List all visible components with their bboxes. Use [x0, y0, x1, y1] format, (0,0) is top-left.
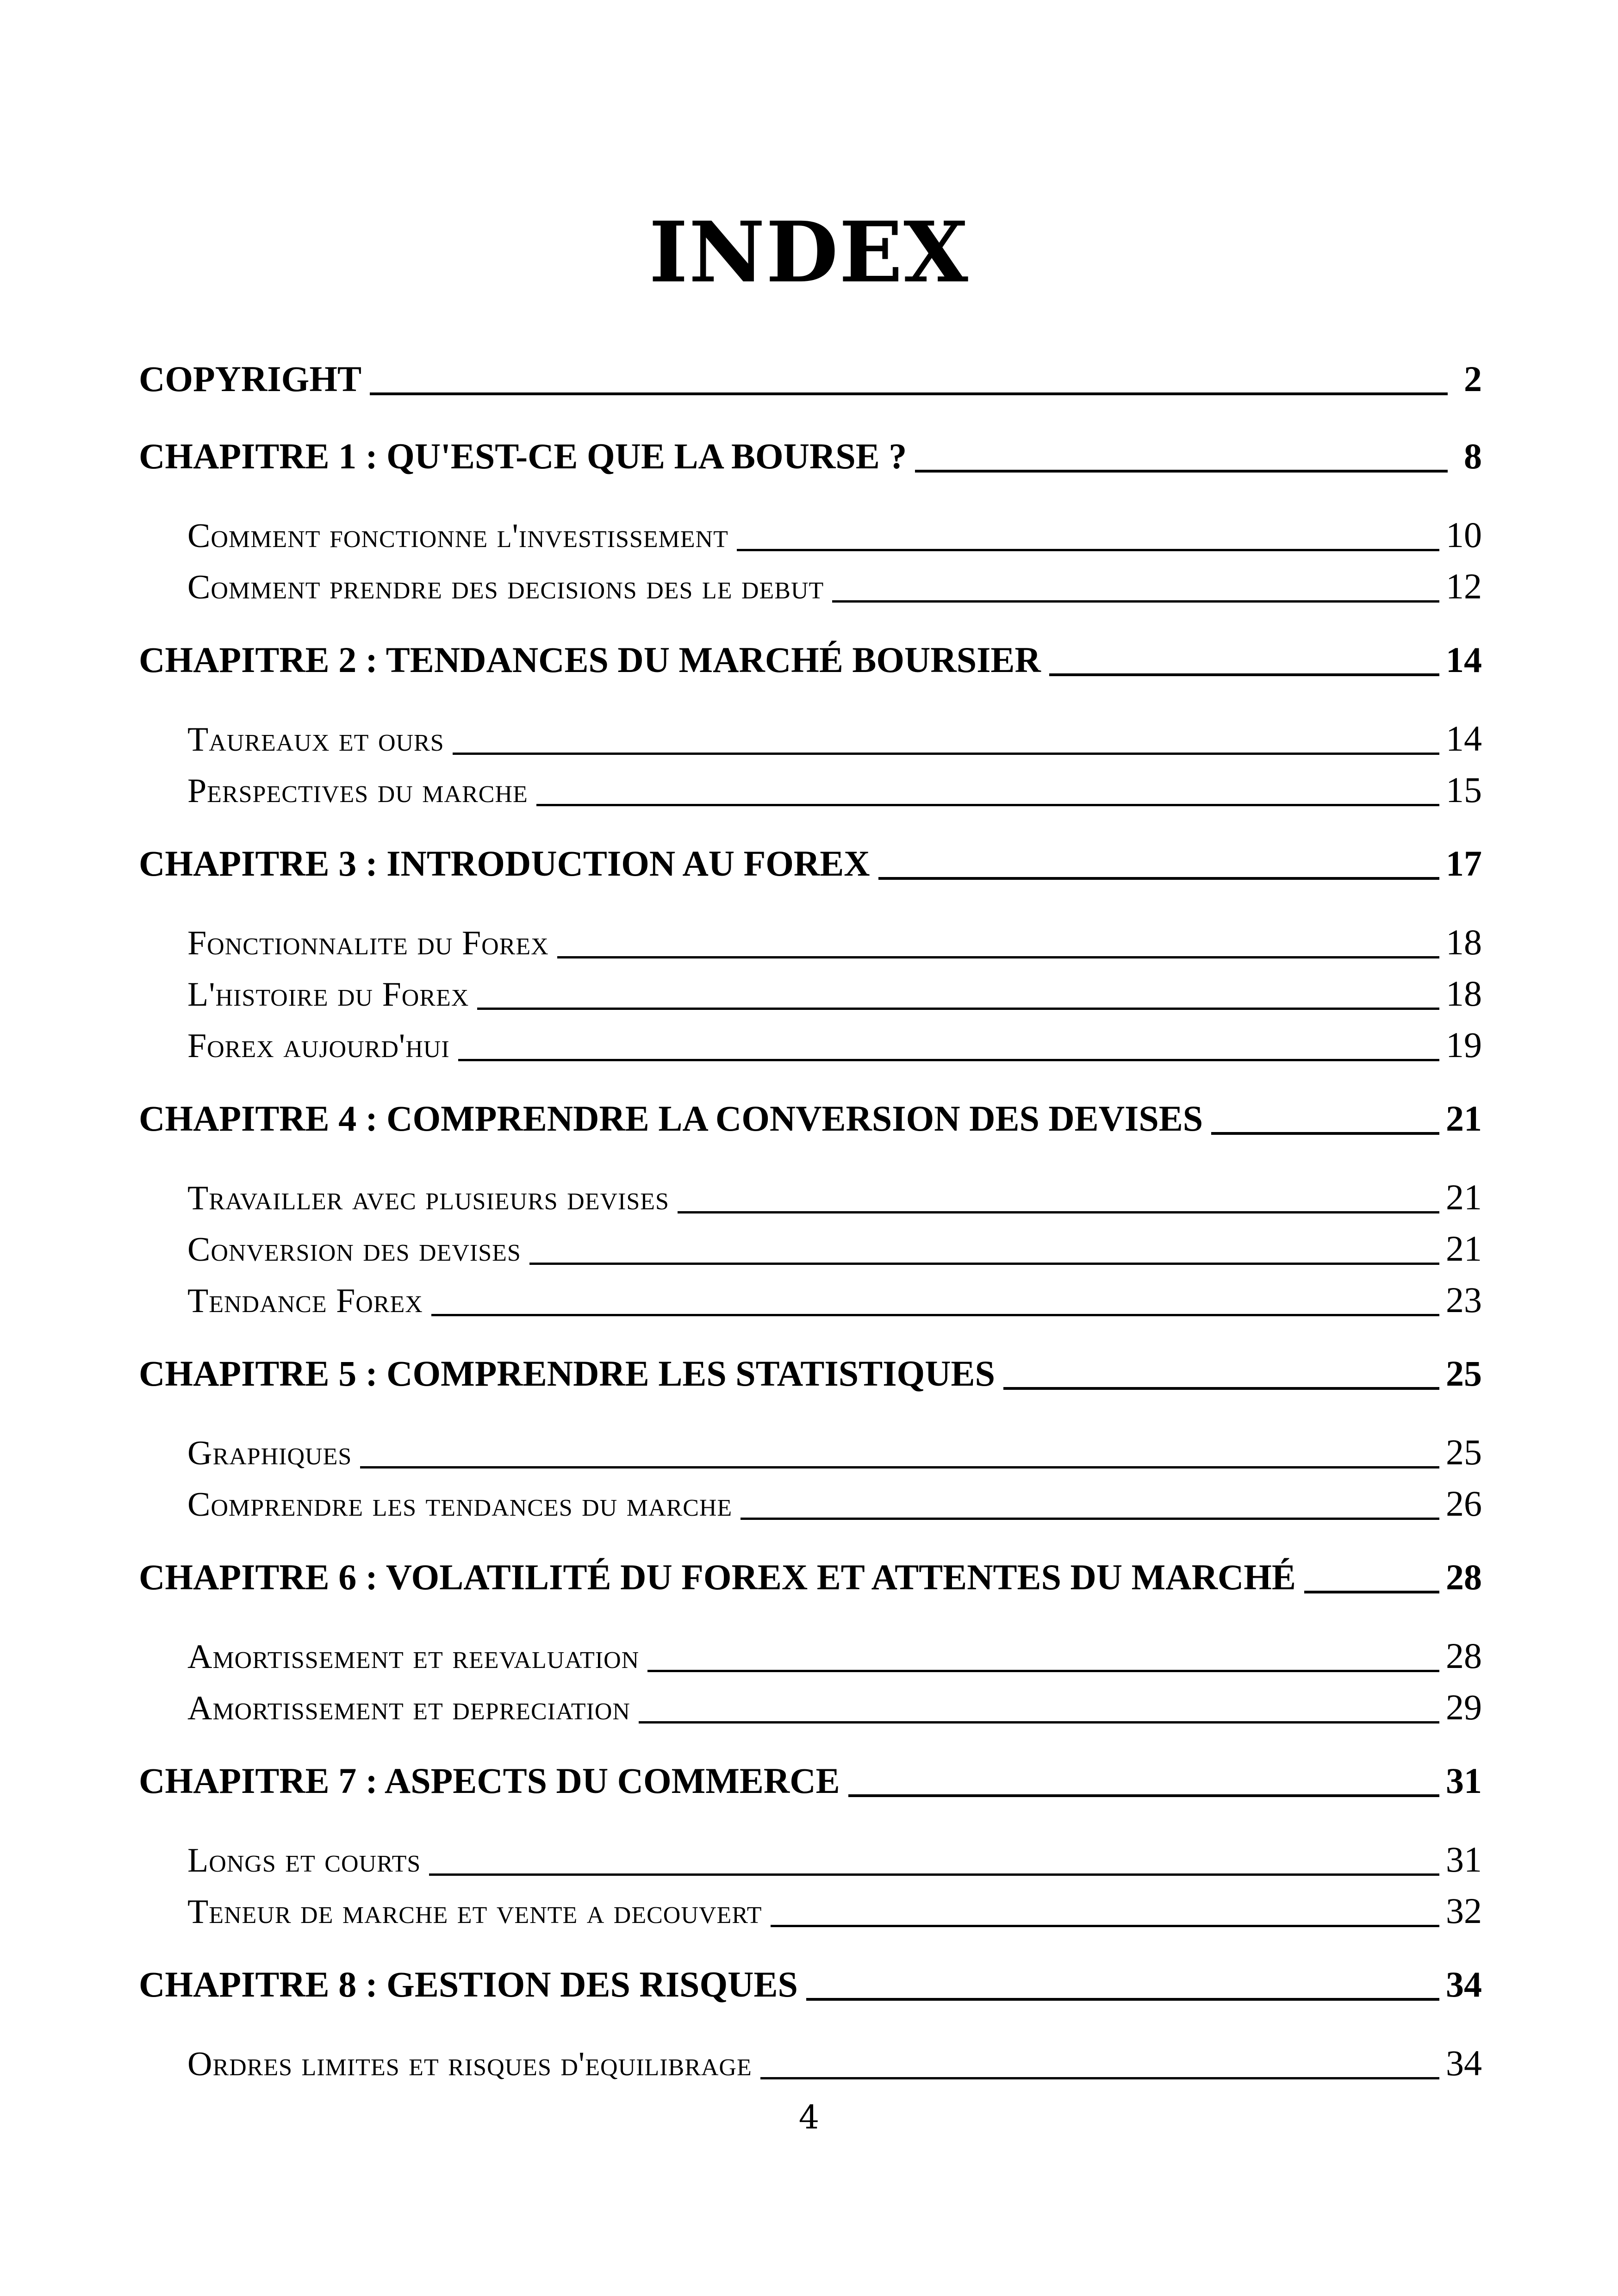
toc-entry-page: 2	[1464, 359, 1482, 399]
toc-entry-page: 25	[1446, 1432, 1482, 1472]
toc-entry-page: 32	[1446, 1891, 1482, 1931]
toc-entry-page: 21	[1446, 1177, 1482, 1217]
toc-leader-line	[536, 804, 1439, 806]
toc-section-entry[interactable]	[187, 2045, 1482, 2087]
toc-entry-label: Forex aujourd'hui	[187, 1027, 450, 1065]
toc-leader-line	[360, 1466, 1439, 1468]
toc-entry-label: Ordres limites et risques d'equilibrage	[187, 2045, 752, 2083]
toc-entry-page: 28	[1446, 1557, 1482, 1597]
toc-entry-page: 21	[1446, 1098, 1482, 1139]
toc-entry-page: 18	[1446, 922, 1482, 962]
toc-section-entry[interactable]	[187, 1839, 1482, 1883]
toc-entry-page: 19	[1446, 1025, 1482, 1065]
toc-entry-label: Travailler avec plusieurs devises	[187, 1179, 669, 1217]
toc-leader-line	[639, 1721, 1439, 1724]
toc-entry-label: CHAPITRE 8 : GESTION DES RISQUES	[139, 1964, 798, 2004]
toc-entry-label: COPYRIGHT	[139, 359, 362, 399]
toc-entry-page: 18	[1446, 973, 1482, 1014]
toc-section-entry[interactable]	[187, 1689, 1482, 1731]
toc-section-entry[interactable]	[187, 1179, 1482, 1221]
toc-leader-line	[453, 753, 1439, 755]
toc-leader-line	[678, 1211, 1439, 1213]
toc-chapter-entry[interactable]	[139, 637, 1482, 684]
toc-section-entry[interactable]	[187, 1483, 1482, 1527]
toc-entry-page: 15	[1446, 770, 1482, 810]
toc-entry-label: Comprendre les tendances du marche	[187, 1486, 733, 1524]
toc-leader-line	[737, 549, 1439, 551]
toc-entry-label: Amortissement et depreciation	[187, 1689, 630, 1727]
toc-entry-label: Taureaux et ours	[187, 721, 444, 759]
toc-leader-line	[429, 1873, 1439, 1876]
toc-chapter-entry[interactable]	[139, 1351, 1482, 1397]
toc-entry-label: CHAPITRE 7 : ASPECTS DU COMMERCE	[139, 1761, 840, 1801]
toc-leader-line	[1211, 1132, 1439, 1135]
toc-leader-line	[647, 1670, 1439, 1672]
toc-entry-label: Fonctionnalite du Forex	[187, 924, 549, 962]
toc-entry-page: 23	[1446, 1280, 1482, 1320]
toc-chapter-entry[interactable]	[139, 841, 1482, 887]
toc-entry-label: Perspectives du marche	[187, 772, 528, 810]
toc-leader-line	[878, 877, 1439, 880]
toc-leader-line	[915, 470, 1448, 473]
toc-chapter-entry[interactable]	[139, 1096, 1482, 1142]
toc-section-entry[interactable]	[187, 517, 1482, 559]
toc-leader-line	[848, 1794, 1439, 1797]
toc-leader-line	[806, 1998, 1439, 2001]
toc-entry-page: 10	[1446, 515, 1482, 555]
page-title: INDEX	[649, 203, 969, 301]
toc-entry-label: Comment fonctionne l'investissement	[187, 517, 728, 555]
toc-leader-line	[760, 2077, 1439, 2079]
toc-chapter-entry[interactable]	[139, 1962, 1482, 2008]
toc-leader-line	[529, 1263, 1439, 1265]
toc-entry-page: 28	[1446, 1636, 1482, 1676]
toc-entry-page: 31	[1446, 1761, 1482, 1801]
toc-entry-label: CHAPITRE 1 : QU'EST-CE QUE LA BOURSE ?	[139, 436, 907, 476]
toc-entry-page: 31	[1446, 1839, 1482, 1879]
toc-entry-label: CHAPITRE 5 : COMPRENDRE LES STATISTIQUES	[139, 1353, 995, 1394]
toc-leader-line	[741, 1518, 1439, 1520]
toc-entry-label: CHAPITRE 3 : INTRODUCTION AU FOREX	[139, 843, 870, 884]
toc-section-entry[interactable]	[187, 1893, 1482, 1935]
toc-entry-label: Conversion des devises	[187, 1231, 521, 1269]
toc-entry-page: 34	[1446, 2043, 1482, 2083]
toc-entry-label: L'histoire du Forex	[187, 976, 469, 1014]
toc-leader-line	[431, 1314, 1439, 1316]
toc-entry-page: 25	[1446, 1353, 1482, 1394]
toc-entry-page: 29	[1446, 1687, 1482, 1727]
toc-leader-line	[557, 956, 1439, 958]
toc-entry-page: 26	[1446, 1483, 1482, 1524]
toc-leader-line	[477, 1008, 1439, 1010]
toc-chapter-entry[interactable]	[139, 356, 1482, 403]
toc-entry-label: Comment prendre des decisions des le debut	[187, 568, 824, 606]
toc-leader-line	[832, 600, 1439, 603]
toc-section-entry[interactable]	[187, 1228, 1482, 1272]
toc-entry-page: 12	[1446, 566, 1482, 606]
toc-entry-page: 14	[1446, 640, 1482, 680]
toc-entry-page: 34	[1446, 1964, 1482, 2004]
toc-leader-line	[370, 392, 1448, 395]
toc-section-entry[interactable]	[187, 1638, 1482, 1680]
toc-entry-label: Teneur de marche et vente a decouvert	[187, 1893, 762, 1931]
toc-section-entry[interactable]	[187, 1434, 1482, 1476]
toc-section-entry[interactable]	[187, 1282, 1482, 1324]
toc-entry-label: CHAPITRE 2 : TENDANCES DU MARCHÉ BOURSIER	[139, 640, 1041, 680]
toc-leader-line	[771, 1925, 1439, 1927]
toc-entry-label: Amortissement et reevaluation	[187, 1638, 640, 1676]
toc-leader-line	[458, 1059, 1439, 1061]
toc-entry-label: Graphiques	[187, 1434, 352, 1472]
toc-section-entry[interactable]	[187, 772, 1482, 814]
toc-chapter-entry[interactable]	[139, 434, 1482, 480]
toc-leader-line	[1049, 673, 1439, 676]
toc-entry-page: 8	[1464, 436, 1482, 476]
toc-chapter-entry[interactable]	[139, 1758, 1482, 1804]
toc-entry-label: Longs et courts	[187, 1842, 421, 1879]
toc-entry-page: 17	[1446, 843, 1482, 884]
toc-section-entry[interactable]	[187, 1027, 1482, 1069]
toc-entry-label: Tendance Forex	[187, 1282, 423, 1320]
toc-section-entry[interactable]	[187, 924, 1482, 966]
page-number: 4	[798, 2098, 820, 2136]
toc-entry-page: 21	[1446, 1228, 1482, 1269]
toc-entry-label: CHAPITRE 6 : VOLATILITÉ DU FOREX ET ATTENTES DU MARCHÉ	[139, 1557, 1296, 1597]
toc-section-entry[interactable]	[187, 973, 1482, 1017]
toc-section-entry[interactable]	[187, 568, 1482, 610]
toc-entry-label: CHAPITRE 4 : COMPRENDRE LA CONVERSION DES DEVISES	[139, 1098, 1203, 1139]
toc-entry-page: 14	[1446, 718, 1482, 759]
toc-chapter-entry[interactable]	[139, 1555, 1482, 1601]
toc-section-entry[interactable]	[187, 718, 1482, 762]
toc-leader-line	[1003, 1387, 1439, 1390]
toc-leader-line	[1304, 1591, 1439, 1593]
